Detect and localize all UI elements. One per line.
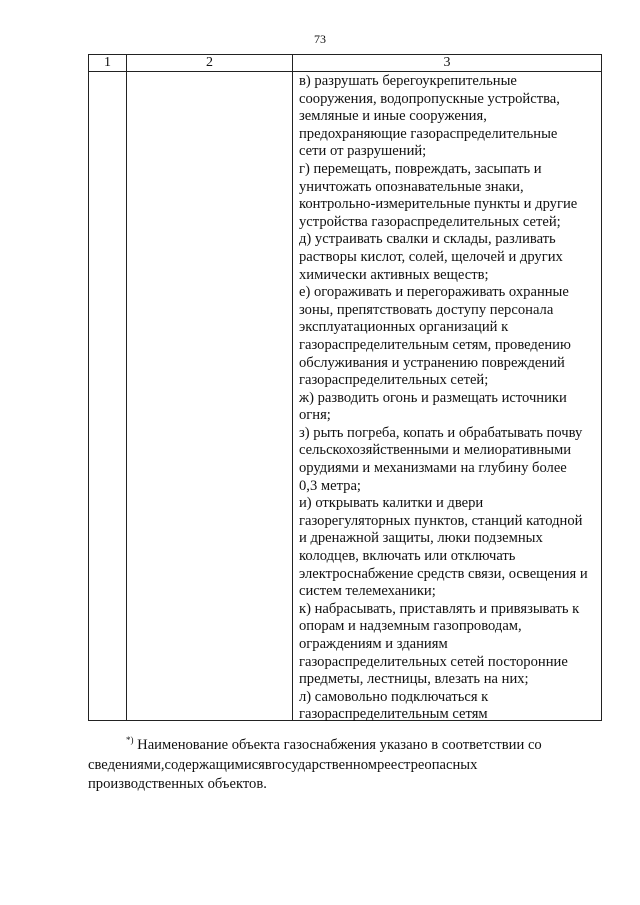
text-line: опорам и надземным газопроводам,	[299, 618, 522, 635]
text-line: систем телемеханики;	[299, 583, 436, 600]
text-line: з) рыть погреба, копать и обрабатывать почву	[299, 424, 583, 441]
footnote-line-3: производственных объектов.	[88, 776, 267, 792]
footnote-word: в	[264, 756, 272, 773]
footnote-line-1	[88, 736, 602, 756]
text-line: газорегуляторных пунктов, станций катодной	[299, 512, 583, 529]
text-line: д) устраивать свалки и склады, разливать	[299, 231, 556, 248]
text-line: сооружения, водопропускные устройства,	[299, 90, 560, 107]
header-col-2: 2	[127, 55, 293, 72]
text-line: 0,3 метра;	[299, 477, 361, 494]
footnote-word: содержащимися	[164, 756, 265, 773]
text-line: контрольно-измерительные пункты и другие	[299, 196, 578, 213]
cell-col-3	[293, 72, 602, 721]
footnote	[88, 736, 602, 795]
footnote-marker: *)	[126, 735, 134, 746]
text-line: газораспределительных сетей;	[299, 372, 489, 389]
text-line: огня;	[299, 407, 331, 424]
text-line: растворы кислот, солей, щелочей и других	[299, 248, 563, 265]
footnote-text-1: Наименование объекта газоснабжения указано в соответствии со	[137, 737, 542, 753]
prohibitions-text	[293, 72, 601, 723]
text-line: сети от разрушений;	[299, 143, 427, 160]
table-row	[89, 72, 602, 721]
text-line: уничтожать опознавательные знаки,	[299, 178, 524, 195]
requirements-table	[88, 54, 602, 721]
text-line: л) самовольно подключаться к	[299, 688, 489, 705]
text-line: газораспределительных сетей посторонние	[299, 653, 568, 670]
text-line: и) открывать калитки и двери	[299, 495, 484, 512]
cell-col-2	[127, 72, 293, 721]
text-line: эксплуатационных организаций к	[299, 319, 509, 336]
header-col-3: 3	[293, 55, 602, 72]
text-line: колодцев, включать или отключать	[299, 548, 516, 565]
footnote-line-2	[88, 756, 602, 776]
footnote-word: реестре	[376, 756, 425, 773]
text-line: к) набрасывать, приставлять и привязывать к	[299, 600, 580, 617]
text-line: предохраняющие газораспределительные	[299, 125, 558, 142]
text-line: г) перемещать, повреждать, засыпать и	[299, 160, 542, 177]
text-line: и дренажной защиты, люки подземных	[299, 530, 543, 547]
text-line: земляные и иные сооружения,	[299, 108, 487, 125]
table-header-row	[89, 55, 602, 72]
text-line: электроснабжение средств связи, освещения и	[299, 565, 588, 582]
text-line: зоны, препятствовать доступу персонала	[299, 301, 554, 318]
text-line: в) разрушать берегоукрепительные	[299, 73, 517, 89]
footnote-word: сведениями,	[88, 756, 165, 773]
text-line: е) огораживать и перегораживать охранные	[299, 284, 569, 301]
text-line: газораспределительным сетям	[299, 706, 488, 723]
text-line: предметы, лестницы, влезать на них;	[299, 671, 529, 688]
text-line: сельскохозяйственными и мелиоративными	[299, 442, 572, 459]
page-number: 73	[314, 32, 326, 46]
footnote-word: опасных	[424, 756, 478, 773]
text-line: орудиями и механизмами на глубину более	[299, 460, 567, 477]
text-line: ж) разводить огонь и размещать источники	[299, 389, 567, 406]
text-line: газораспределительным сетям, проведению	[299, 336, 571, 353]
text-line: устройства газораспределительных сетей;	[299, 213, 561, 230]
text-line: обслуживания и устранению повреждений	[299, 354, 565, 371]
text-line: химически активных веществ;	[299, 266, 489, 283]
header-col-1: 1	[89, 55, 127, 72]
cell-col-1	[89, 72, 127, 721]
footnote-word: государственном	[271, 756, 377, 773]
text-line: ограждениям и зданиям	[299, 636, 448, 652]
